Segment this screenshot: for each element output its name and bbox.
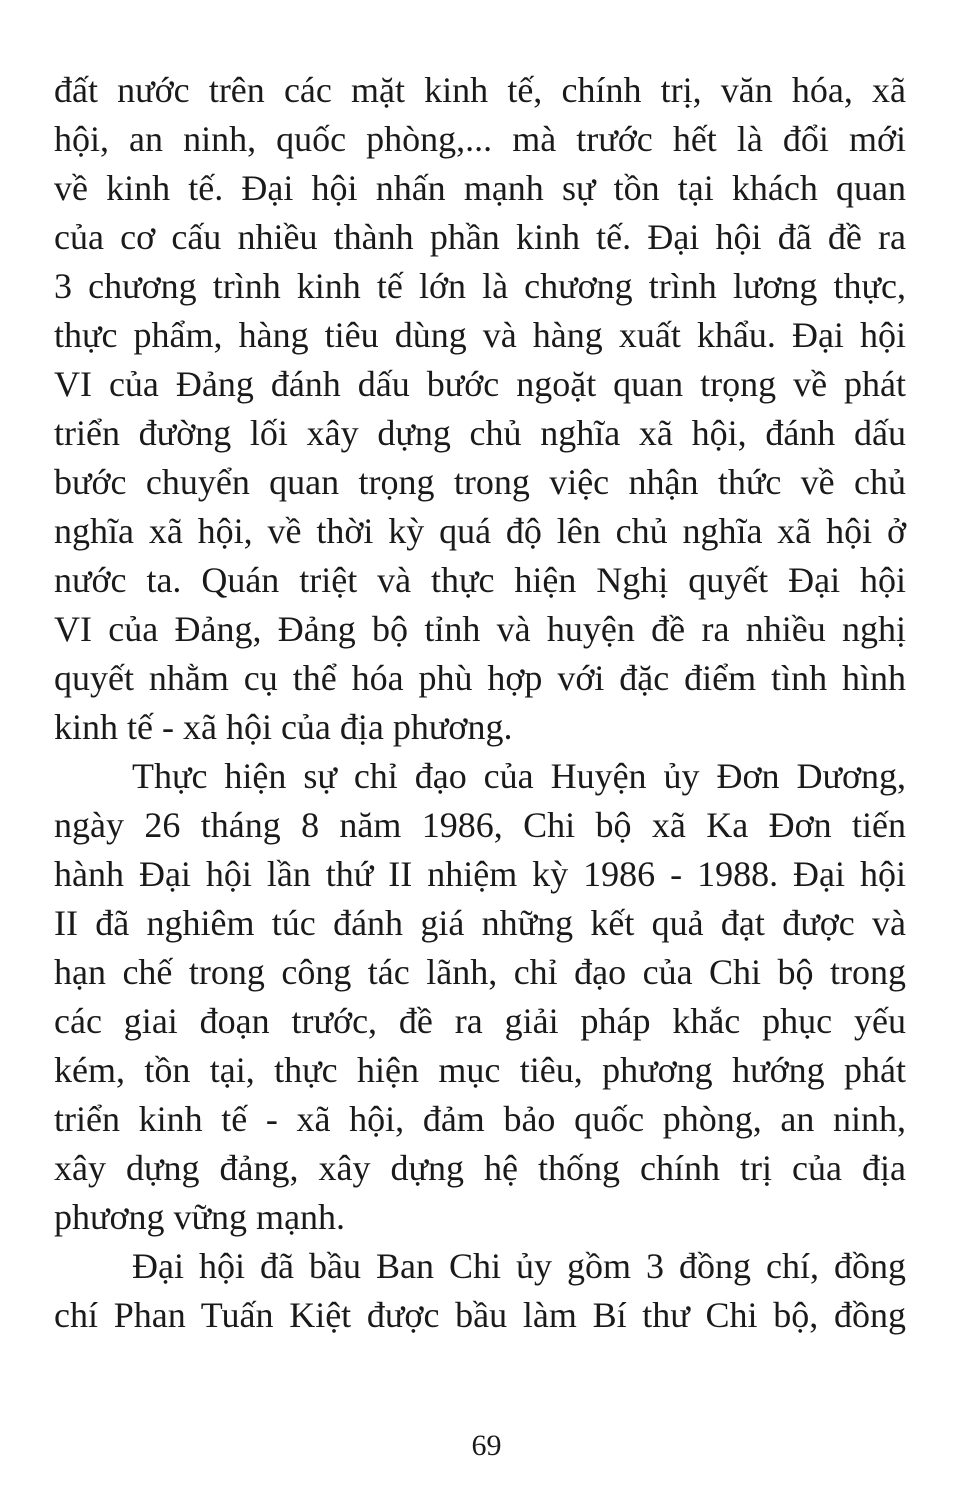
text-line: II đã nghiêm túc đánh giá những kết quả đạt được và: [54, 903, 906, 943]
text-line: xây dựng đảng, xây dựng hệ thống chính trị của địa: [54, 1148, 906, 1188]
text-line: hội, an ninh, quốc phòng,... mà trước hết là đổi mới: [54, 119, 906, 159]
text-line: VI của Đảng, Đảng bộ tỉnh và huyện đề ra nhiều nghị: [54, 609, 906, 649]
text-line: của cơ cấu nhiều thành phần kinh tế. Đại hội đã đề ra: [54, 217, 906, 257]
text-line: hành Đại hội lần thứ II nhiệm kỳ 1986 - 1988. Đại hội: [54, 854, 906, 894]
text-line: nghĩa xã hội, về thời kỳ quá độ lên chủ nghĩa xã hội ở: [54, 511, 906, 551]
text-line: VI của Đảng đánh dấu bước ngoặt quan trọng về phát: [54, 364, 906, 404]
page-number: 69: [471, 1429, 502, 1462]
text-line: Thực hiện sự chỉ đạo của Huyện ủy Đơn Dương,: [132, 756, 906, 796]
text-line: chí Phan Tuấn Kiệt được bầu làm Bí thư Chi bộ, đồng: [54, 1295, 906, 1335]
paragraph-1: [54, 66, 906, 752]
paragraph-2: [54, 752, 906, 1242]
text-line: các giai đoạn trước, đề ra giải pháp khắc phục yếu: [54, 1001, 906, 1041]
text-line: bước chuyển quan trọng trong việc nhận thức về chủ: [54, 462, 906, 502]
text-line: đất nước trên các mặt kinh tế, chính trị, văn hóa, xã: [54, 70, 906, 110]
text-line: nước ta. Quán triệt và thực hiện Nghị quyết Đại hội: [54, 560, 906, 600]
text-line: hạn chế trong công tác lãnh, chỉ đạo của Chi bộ trong: [54, 952, 906, 992]
text-line: Đại hội đã bầu Ban Chi ủy gồm 3 đồng chí, đồng: [132, 1246, 906, 1286]
body-text: [54, 66, 906, 1340]
text-line: phương vững mạnh.: [54, 1197, 346, 1237]
text-line: về kinh tế. Đại hội nhấn mạnh sự tồn tại khách quan: [54, 168, 906, 208]
text-line: quyết nhằm cụ thể hóa phù hợp với đặc điểm tình hình: [54, 658, 906, 698]
text-line: triển đường lối xây dựng chủ nghĩa xã hội, đánh dấu: [54, 413, 906, 453]
text-line: ngày 26 tháng 8 năm 1986, Chi bộ xã Ka Đơn tiến: [54, 805, 906, 845]
text-line: 3 chương trình kinh tế lớn là chương trình lương thực,: [54, 266, 906, 306]
text-line: kinh tế - xã hội của địa phương.: [54, 707, 513, 747]
paragraph-3: [54, 1242, 906, 1340]
text-line: triển kinh tế - xã hội, đảm bảo quốc phòng, an ninh,: [54, 1099, 906, 1139]
text-line: kém, tồn tại, thực hiện mục tiêu, phương hướng phát: [54, 1050, 906, 1090]
text-line: thực phẩm, hàng tiêu dùng và hàng xuất khẩu. Đại hội: [54, 315, 906, 355]
